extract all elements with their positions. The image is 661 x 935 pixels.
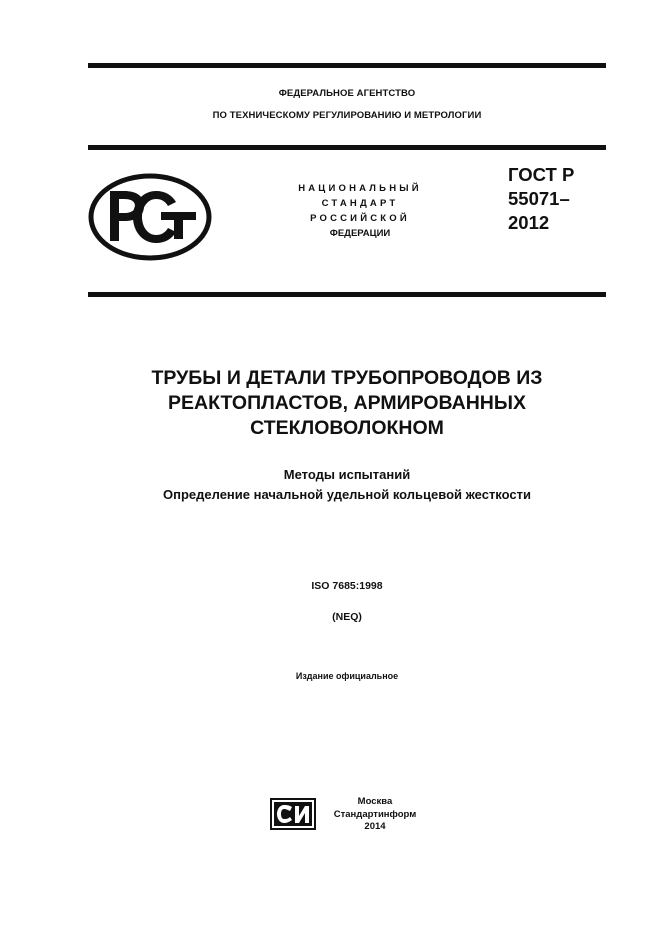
national-standard-label <box>270 181 450 241</box>
document-title <box>88 366 606 441</box>
gost-line-1: ГОСТ Р <box>508 164 575 185</box>
lower-rule <box>88 292 606 297</box>
publisher-block <box>322 796 428 834</box>
agency-line-1: ФЕДЕРАЛЬНОЕ АГЕНТСТВО <box>278 88 416 99</box>
title-line-3: СТЕКЛОВОЛОКНОМ <box>250 417 444 439</box>
standartinform-sign-icon <box>270 798 316 830</box>
iso-reference: ISO 7685:1998 <box>311 580 383 592</box>
neq-label: (NEQ) <box>332 611 362 623</box>
title-line-1: ТРУБЫ И ДЕТАЛИ ТРУБОПРОВОДОВ ИЗ <box>151 367 543 389</box>
document-subtitle <box>60 465 634 505</box>
gost-number <box>508 163 574 235</box>
edition-label: Издание официальное <box>295 671 399 681</box>
rst-logo-icon <box>88 173 213 261</box>
national-line-1: НАЦИОНАЛЬНЫЙ <box>298 183 422 194</box>
national-line-4: ФЕДЕРАЦИИ <box>329 228 391 239</box>
gost-line-2: 55071– <box>508 188 570 209</box>
title-line-2: РЕАКТОПЛАСТОВ, АРМИРОВАННЫХ <box>168 392 526 414</box>
subtitle-line-2: Определение начальной удельной кольцевой жесткости <box>162 487 532 502</box>
publisher-city: Москва <box>357 796 393 807</box>
publisher-name: Стандартинформ <box>333 808 417 820</box>
publisher-year: 2014 <box>364 821 386 832</box>
national-line-2: СТАНДАРТ <box>321 198 399 209</box>
header-rule <box>88 145 606 150</box>
gost-line-3: 2012 <box>508 212 550 233</box>
top-rule <box>88 63 606 68</box>
national-line-3: РОССИЙСКОЙ <box>310 213 410 224</box>
subtitle-line-1: Методы испытаний <box>283 467 411 482</box>
agency-line-2: ПО ТЕХНИЧЕСКОМУ РЕГУЛИРОВАНИЮ И МЕТРОЛОГИИ <box>212 110 482 121</box>
